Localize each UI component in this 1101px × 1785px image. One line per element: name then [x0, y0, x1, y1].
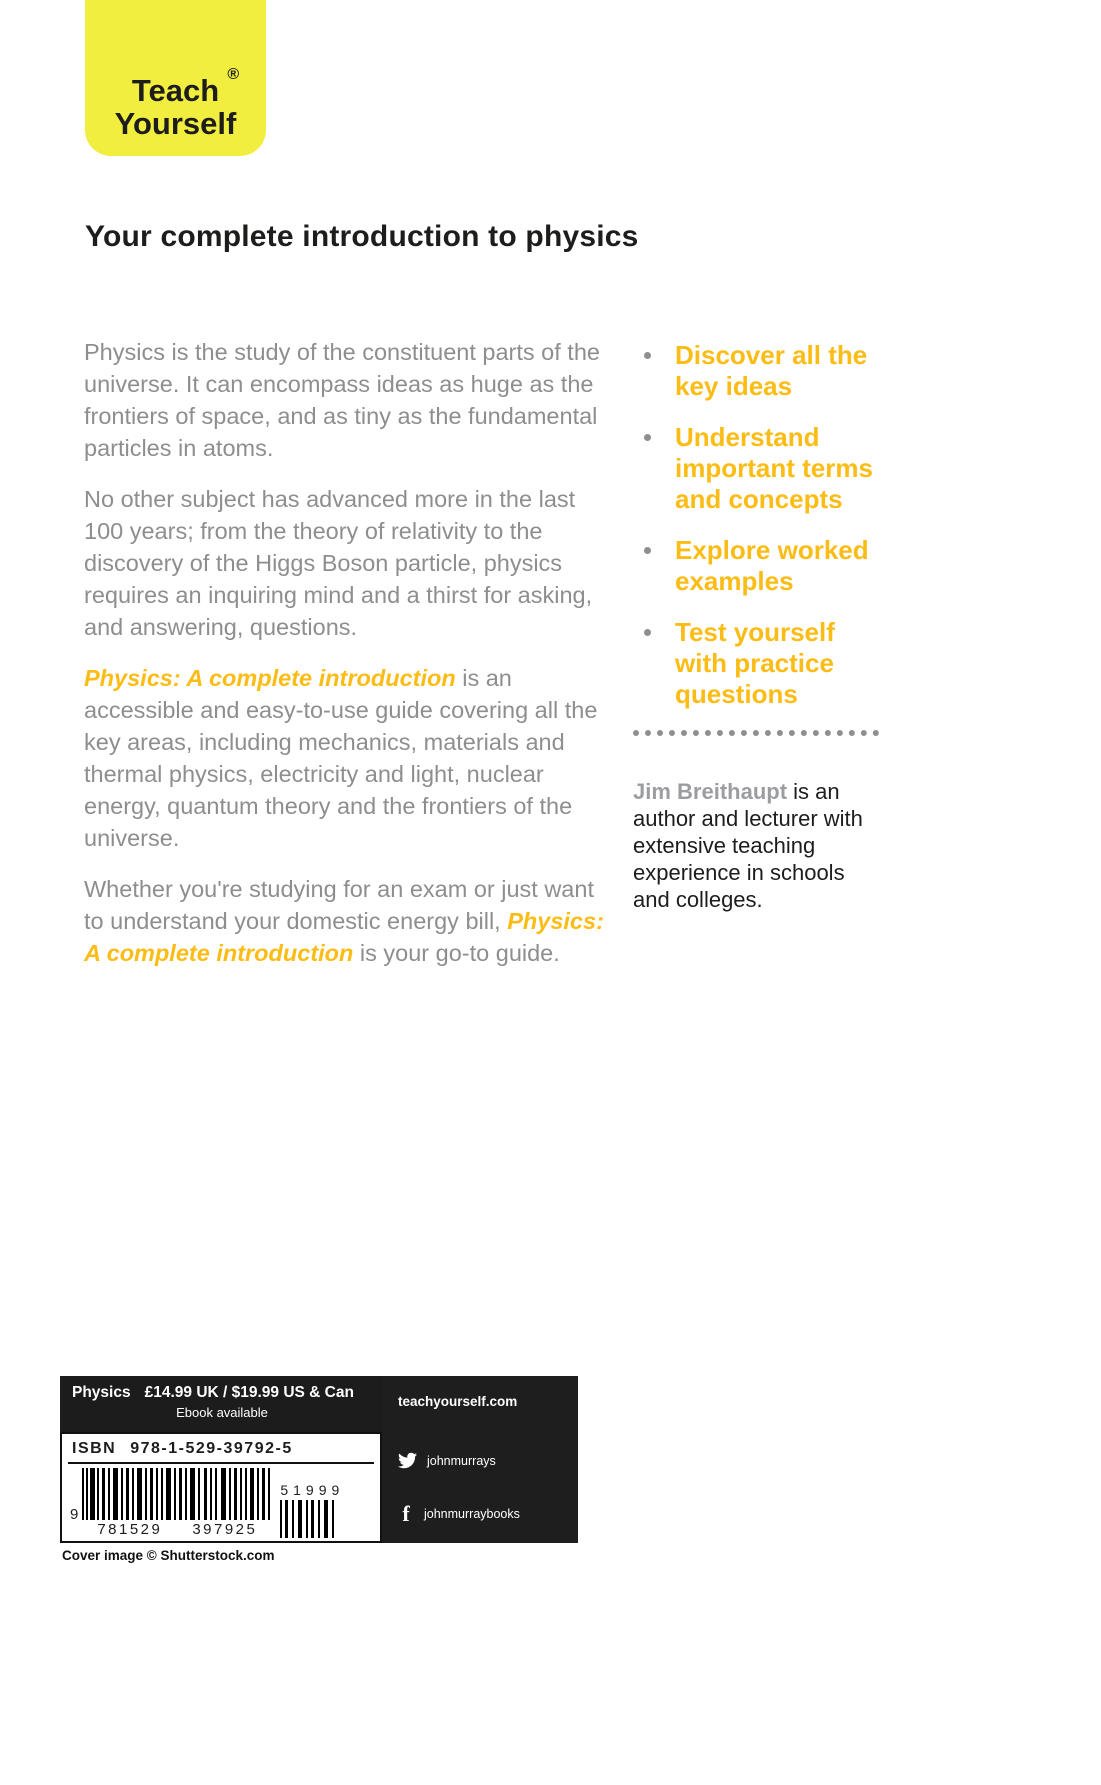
- paragraph-3: [84, 662, 612, 854]
- paragraph-1: Physics is the study of the constituent parts of the universe. It can encompass ideas as huge as the frontiers of space, and as tiny as the fundamental particles in atoms.: [84, 339, 600, 461]
- page-title: Your complete introduction to physics: [85, 220, 639, 253]
- isbn-number: 978-1-529-39792-5: [130, 1440, 293, 1457]
- book-title-inline: Physics: A complete introduction: [84, 665, 456, 691]
- author-name: Jim Breithaupt: [633, 779, 788, 804]
- author-bio: [633, 778, 883, 913]
- price-label: £14.99 UK / $19.99 US & Can: [144, 1384, 354, 1401]
- registered-trademark-icon: ®: [227, 66, 240, 83]
- barcode-digits: [82, 1521, 272, 1538]
- bullet-dot-icon: [644, 547, 651, 554]
- bullet-item-1: [644, 340, 890, 402]
- logo-word-yourself: Yourself: [114, 106, 237, 141]
- logo-text: [114, 66, 240, 141]
- price-line: [72, 1384, 372, 1402]
- bullet-label-1: Discover all the key ideas: [675, 340, 868, 401]
- social-links-box: [382, 1376, 578, 1543]
- barcode-addon: [280, 1482, 344, 1538]
- bullet-dot-icon: [644, 629, 651, 636]
- logo-word-teach-wrap: [131, 66, 240, 108]
- paragraph-4-text-end: is your go-to guide.: [353, 940, 560, 966]
- ebook-available-label: Ebook available: [176, 1405, 268, 1420]
- isbn-box: [60, 1432, 382, 1543]
- bullet-dot-icon: [644, 434, 651, 441]
- barcode-addon-icon: [280, 1500, 338, 1538]
- paragraph-4: [84, 873, 612, 969]
- bullet-label-3: Explore worked examples: [675, 535, 869, 596]
- cover-image-credit: Cover image © Shutterstock.com: [62, 1548, 275, 1563]
- subject-label: Physics: [72, 1384, 131, 1401]
- twitter-row: [398, 1451, 562, 1470]
- price-bar: [60, 1376, 382, 1432]
- bullet-item-4: [644, 617, 890, 710]
- author-bio-text: is an author and lecturer with extensive teaching experience in schools and colleges.: [633, 779, 863, 912]
- isbn-line: [68, 1438, 374, 1464]
- paragraph-2: No other subject has advanced more in the last 100 years; from the theory of relativity to the discovery of the Higgs Boson particle, physics requires an inquiring mind and a thirst for asking, and answering, questions.: [84, 486, 593, 640]
- facebook-icon: f: [402, 1501, 410, 1526]
- facebook-row: [398, 1501, 562, 1526]
- book-title-inline-2: Physics: A complete introduction: [84, 908, 604, 966]
- right-column: [633, 340, 890, 913]
- dotted-divider: [633, 730, 879, 736]
- barcode-icon: [82, 1468, 272, 1520]
- barcode-main: [82, 1468, 272, 1538]
- paragraph-4-text-start: Whether you're studying for an exam or just want to understand your domestic energy bill,: [84, 876, 594, 934]
- twitter-icon: [398, 1451, 417, 1470]
- barcode-area: [68, 1464, 374, 1538]
- bullet-item-3: [644, 535, 890, 597]
- bullet-label-4: Test yourself with practice questions: [675, 617, 835, 709]
- paragraph-3-text: is an accessible and easy-to-use guide covering all the key areas, including mechanics, materials and thermal physics, electricity and light, nuclear energy, quantum theory and the frontiers of the universe.: [84, 665, 598, 851]
- teach-yourself-logo: [85, 0, 266, 156]
- facebook-handle: johnmurraybooks: [424, 1507, 520, 1521]
- logo-word-teach: Teach: [131, 73, 220, 108]
- website-label: teachyourself.com: [398, 1394, 518, 1409]
- body-copy: [84, 336, 612, 988]
- twitter-handle: johnmurrays: [427, 1453, 496, 1468]
- barcode-group-1: 781529: [97, 1521, 163, 1538]
- bullet-item-2: [644, 422, 890, 515]
- barcode-leading-digit: 9: [70, 1506, 79, 1523]
- bullet-dot-icon: [644, 352, 651, 359]
- barcode-group-2: 397925: [192, 1521, 258, 1538]
- barcode-addon-digits: 51999: [280, 1482, 345, 1498]
- isbn-label: ISBN: [72, 1440, 117, 1457]
- bullet-label-2: Understand important terms and concepts: [675, 422, 873, 514]
- selling-points-list: [644, 340, 890, 710]
